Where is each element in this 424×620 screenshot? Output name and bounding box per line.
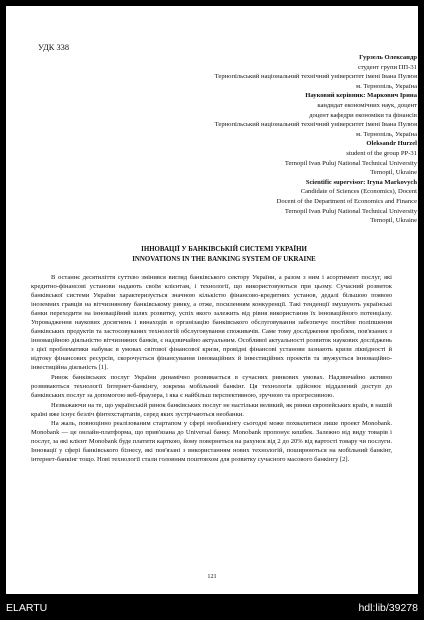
author-line: студент групи ПП-31	[357, 63, 417, 71]
author-line: Ternopil, Ukraine	[370, 217, 417, 225]
author-line: Науковий керівник: Маркович Ірина	[305, 92, 417, 100]
author-line: Тернопільський національний технічний університет імені Івана Пулюя	[214, 121, 417, 129]
paragraph: Незважаючи на те, що українській ринок банківських послуг не настільки великий, як ринки європейських країн, в нашій країні вже існує безліч фінтехстартапів, серед яких зустрічаються необанки.	[31, 401, 392, 418]
article-body	[31, 273, 392, 465]
title-ukrainian: ІННОВАЦІЇ У БАНКІВСЬКІЙ СИСТЕМІ УКРАЇНИ	[141, 246, 307, 253]
author-line: м. Тернопіль, Україна	[355, 82, 417, 90]
paragraph: На жаль, повноцінно реалізованим стартапом у сфері необанкінгу сьогодні може похвалитися лише проект Monobank. Monobank — це онлайн-платформа, що прив'язана до Universal банку. Monobank пропонує кешбек. Залежно від виду товарів і послуг, за які клієнт Monobank буде платити карткою, йому повернеться на рахунок від 2 до 20% від вартості товару чи послуги. Інновації у сфері банківського бізнесу, які пов'язані з використанням нових технологій, поширюються на мобільний банкінг, інтернет-банкінг тощо. Нові технології стали головним поштовхом для розвитку сучасного масового банкінгу [2].	[31, 420, 392, 464]
document-page	[6, 6, 418, 594]
author-line: м. Тернопіль, Україна	[355, 130, 417, 138]
author-line: Ternopil Ivan Puluj National Technical University	[284, 159, 417, 167]
page-number: 121	[207, 573, 217, 580]
author-line: Ternopil Ivan Puluj National Technical University	[284, 207, 417, 215]
author-line: Docent of the Department of Economics and Finance	[276, 197, 417, 205]
author-line: Тернопільський національний технічний університет імені Івана Пулюя	[214, 73, 417, 81]
footer-repository-label: ELARTU	[6, 602, 48, 614]
author-line: student of the group PP-31	[346, 149, 417, 157]
article-title	[31, 245, 417, 264]
author-line: Candidate of Sciences (Economics), Docent	[300, 188, 417, 196]
author-line: Scientific supervisor: Iryna Markovych	[305, 178, 417, 186]
paragraph: Ринок банківських послуг України динамічно розвивається в сучасних ринкових умовах. Надзвичайно активно розвиваються технології Інтернет-банкінгу, зокрема мобільний банкінг. Ця технологія здійснює віддалений доступ до банківських послуг за допомогою веб-браузера, і яка є найбільш перспективною, зручною та прогресивною.	[31, 374, 392, 400]
author-line: доцент кафедри економіки та фінансів	[309, 111, 417, 119]
title-english: INNOVATIONS IN THE BANKING SYSTEM OF UKRAINE	[132, 255, 316, 263]
author-block	[31, 53, 417, 226]
author-line: Гурзель Олександр	[359, 54, 417, 61]
paragraph: В останнє десятиліття суттєво змінився вигляд банківського сектору України, а разом з ним і асортимент послуг, які кредитно-фінансові установи надають своїм клієнтам, і технології, що використовуються при цьому. Сучасний розвиток банківської системи України характеризується значною кількістю фінансово-кредитних установ, дедалі більшою появою іноземних гравців на вітчизняному банківському ринку, а отже, посиленням конкуренції. Такі тенденції змушують українські банки переходити на інноваційний шлях розвитку, успіх якого залежить від рівня використання їх інноваційного потенціалу. Упровадження наукових досягнень і винаходів в організацію банківського обслуговування забезпечує постійне поліпшення банківських продуктів та застосовуваних технологій обслуговування споживачів. Саме тому дослідження проблем, пов'язаних з інноваційною діяльністю вітчизняних банків, є надзвичайно актуальним. Особливої актуальності розвиток наукових досліджень з цієї проблематики набуває в умовах світової фінансової кризи, провідні фінансові установи зазнають кризи ліквідності й відтоку фінансових ресурсів, скорочується фінансування інноваційних й інвестиційних проектів та звужується інноваційно-інвестиційна діяльність [1].	[31, 274, 392, 372]
author-line: Ternopil, Ukraine	[370, 169, 417, 177]
udk-code: УДК 338	[38, 43, 70, 52]
author-line: кандидат економічних наук, доцент	[317, 101, 417, 109]
author-line: Oleksandr Hurzel	[366, 140, 417, 148]
footer-handle-label: hdl:lib/39278	[358, 602, 418, 614]
